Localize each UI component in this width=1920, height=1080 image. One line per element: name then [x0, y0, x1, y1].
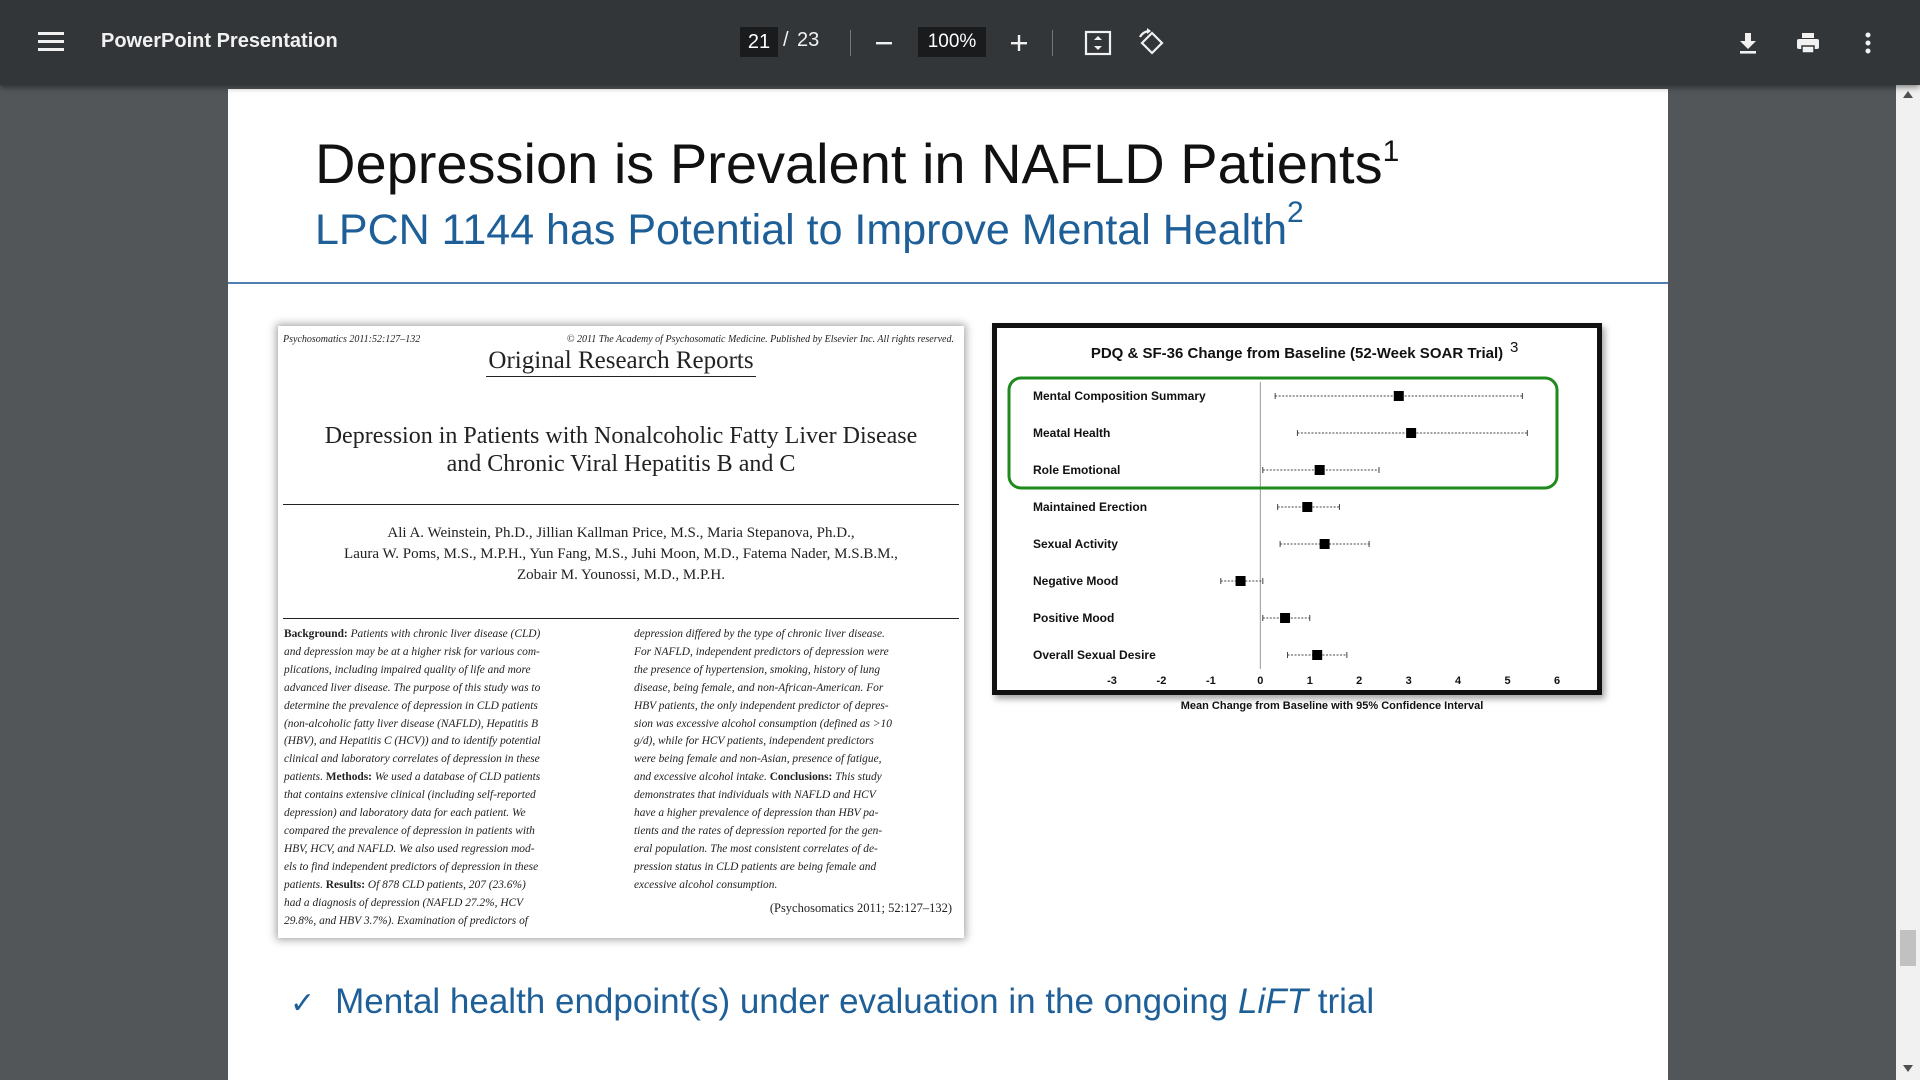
- paper-abstract-right: [634, 626, 954, 895]
- paper-abstract-left: [284, 626, 604, 930]
- row-label: Role Emotional: [1033, 463, 1121, 477]
- x-tick-label: 5: [1504, 675, 1511, 687]
- slide-title: [315, 131, 1399, 196]
- page-separator: /: [783, 29, 789, 51]
- row-label: Maintained Erection: [1033, 500, 1148, 514]
- scroll-up-arrow-icon[interactable]: [1903, 91, 1913, 98]
- vertical-scrollbar[interactable]: [1896, 85, 1920, 1080]
- bullet-point: [290, 982, 1374, 1022]
- document-title: PowerPoint Presentation: [101, 30, 338, 52]
- x-tick-label: 2: [1356, 675, 1363, 687]
- bullet-text: Mental health endpoint(s) under evaluation in the ongoing: [335, 982, 1238, 1021]
- print-icon[interactable]: [1792, 27, 1824, 59]
- x-tick-label: -1: [1205, 675, 1216, 687]
- bullet-text-end: trial: [1308, 982, 1375, 1021]
- paper-title: Depression in Patients with Nonalcoholic Fatty Liver Disease and Chronic Viral Hepatitis B and C: [324, 423, 918, 477]
- slide-subtitle: [315, 196, 1304, 255]
- title-divider: [228, 282, 1668, 284]
- rotate-icon[interactable]: [1136, 27, 1168, 59]
- x-tick-label: -3: [1107, 675, 1117, 687]
- slide-title-footnote: 1: [1382, 135, 1400, 168]
- paper-section-text: Original Research Reports: [486, 347, 755, 377]
- paper-section-heading: [278, 347, 964, 375]
- paper-rule: [283, 504, 959, 505]
- x-tick-label: 3: [1405, 675, 1412, 687]
- paper-rule: [283, 618, 959, 619]
- paper-excerpt-image: [278, 326, 964, 938]
- zoom-out-icon[interactable]: [868, 27, 900, 59]
- mean-marker: [1315, 465, 1325, 475]
- mean-marker: [1236, 576, 1246, 586]
- scroll-down-arrow-icon[interactable]: [1903, 1065, 1913, 1072]
- abstract-label: Methods:: [325, 771, 375, 784]
- more-vert-icon[interactable]: [1852, 27, 1884, 59]
- forest-plot: [997, 328, 1597, 712]
- row-label: Overall Sexual Desire: [1033, 648, 1156, 662]
- mean-marker: [1302, 502, 1312, 512]
- mean-marker: [1394, 391, 1404, 401]
- abstract-text: Of 878 CLD patients, 207 (23.6%) had a diagnosis of depression (NAFLD 27.2%, HCV 29.8%, and HBV 3.7%). Examination of predictors of: [284, 878, 528, 927]
- x-tick-label: 6: [1553, 675, 1561, 687]
- abstract-text: We used a database of CLD patients that contains extensive clinical (including self-reported depression) and laboratory data for each patient. We compared the prevalence of depression in patients with HBV, HCV, and NAFLD. We also used regression mod- els to find independent predictors of depression in these patients.: [284, 771, 541, 891]
- slide-subtitle-footnote: 2: [1287, 196, 1304, 229]
- bullet-trial-name: LiFT: [1238, 982, 1308, 1021]
- mean-marker: [1312, 650, 1322, 660]
- menu-icon[interactable]: [36, 28, 66, 58]
- mean-marker: [1406, 428, 1416, 438]
- download-icon[interactable]: [1732, 27, 1764, 59]
- toolbar-divider: [850, 30, 851, 56]
- slide-title-text: Depression is Prevalent in NAFLD Patients: [315, 132, 1383, 195]
- row-label: Positive Mood: [1033, 611, 1115, 625]
- zoom-in-icon[interactable]: [1003, 27, 1035, 59]
- forest-plot-frame: [992, 323, 1602, 712]
- paper-copyright: © 2011 The Academy of Psychosomatic Medicine. Published by Elsevier Inc. All rights reserved.: [566, 334, 954, 345]
- x-tick-label: 0: [1257, 675, 1264, 687]
- mean-marker: [1320, 539, 1330, 549]
- chart-title-footnote: 3: [1510, 339, 1519, 356]
- abstract-text: This study demonstrates that individuals with NAFLD and HCV have a higher prevalence of depression than HBV pa- tients and the rates of depression reported for the gen- eral population. The most consistent correlates of de- pression status in CLD patients are being female and excessive alcohol consumption.: [634, 771, 883, 891]
- mean-marker: [1280, 613, 1290, 623]
- x-tick-label: 4: [1455, 675, 1462, 687]
- x-axis-label: Mean Change from Baseline with 95% Confidence Interval: [1180, 700, 1484, 712]
- page-total: 23: [797, 29, 820, 51]
- x-tick-label: -2: [1156, 675, 1167, 687]
- paper-journal: Psychosomatics 2011:52:127–132: [283, 334, 421, 345]
- abstract-text: Patients with chronic liver disease (CLD) and depression may be at a higher risk for various com- plications, including impaired quality of life and more advanced liver disease. The purpose of this study was to determine the prevalence of depression in CLD patients (non-alcoholic fatty liver disease (NAFLD), Hepatitis B (HBV), and Hepatitis C (HCV)) and to identify potential clinical and laboratory correlates of depression in these patients.: [284, 628, 541, 784]
- scrollbar-thumb[interactable]: [1900, 930, 1916, 966]
- zoom-level-input[interactable]: 100%: [918, 27, 986, 57]
- row-label: Meatal Health: [1033, 426, 1111, 440]
- slide-subtitle-text: LPCN 1144 has Potential to Improve Mental Health: [315, 206, 1288, 254]
- abstract-label: Results:: [325, 878, 368, 891]
- pdf-page: [228, 89, 1668, 1080]
- row-label: Sexual Activity: [1033, 537, 1118, 551]
- abstract-text: depression differed by the type of chronic liver disease. For NAFLD, independent predictors of depression were the presence of hypertension, smoking, history of lung disease, being female, and non-African-American. For HBV patients, the only independent predictor of depres- sion was excessive alcohol consumption (defined as >10 g/d), while for HCV patients, independent predictors were being female and non-Asian, presence of fatigue, and excessive alcohol intake.: [634, 628, 892, 784]
- abstract-label: Conclusions:: [769, 771, 836, 784]
- page-number-input[interactable]: 21: [740, 27, 778, 57]
- abstract-label: Background:: [284, 628, 351, 640]
- viewer-toolbar: [0, 0, 1920, 85]
- x-tick-label: 1: [1306, 675, 1313, 687]
- fit-page-icon[interactable]: [1082, 27, 1114, 59]
- paper-authors: Ali A. Weinstein, Ph.D., Jillian Kallman Price, M.S., Maria Stepanova, Ph.D., Laura W. Poms, M.S., M.P.H., Yun Fang, M.S., Juhi Moon, M.D., Fatema Nader, M.S.B.M., Zobair M. Younossi, M.D., M.P.H.: [344, 525, 898, 583]
- toolbar-divider: [1052, 30, 1053, 56]
- row-label: Mental Composition Summary: [1033, 389, 1206, 403]
- check-mark-icon: ✓: [290, 986, 316, 1021]
- paper-citation: (Psychosomatics 2011; 52:127–132): [769, 901, 952, 915]
- chart-title: PDQ & SF-36 Change from Baseline (52-Week SOAR Trial): [1090, 345, 1504, 362]
- row-label: Negative Mood: [1033, 574, 1119, 588]
